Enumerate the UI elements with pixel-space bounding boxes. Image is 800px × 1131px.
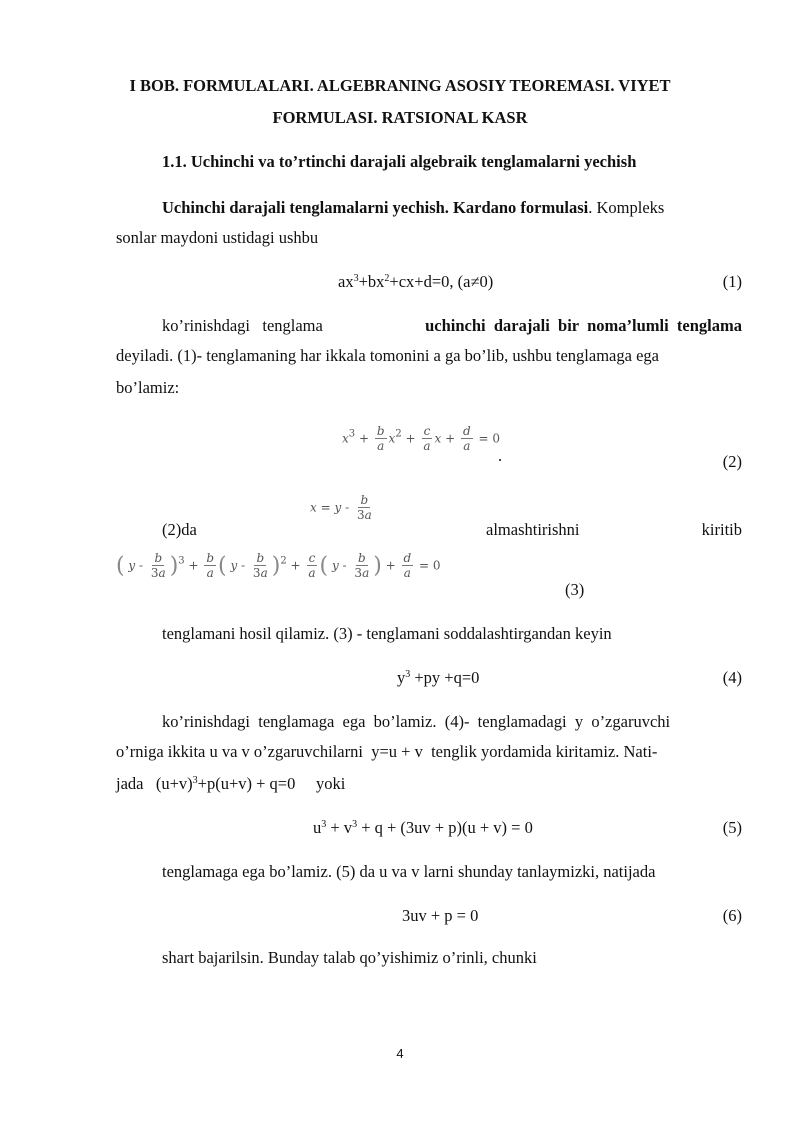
equation-6-number: (6) [722, 906, 742, 925]
paragraph-2-line2: deyiladi. (1)- tenglamaning har ikkala tomonini a ga bo’lib, ushbu tenglamaga ega [116, 346, 659, 365]
paragraph-1-line1 [162, 198, 742, 218]
equation-1: $ax^3+bx^2+cx+d=0$, (a≠0) [338, 272, 494, 291]
p1-rest: . Kompleks [588, 198, 665, 217]
equation-6: 3uv + p = 0 [402, 906, 479, 925]
equation-3-formula: ( y - $\frac{b}{3a}$ )$^3$ + $\frac{b}{a}$ ( y - $\frac{b}{3a}$ )$^2$ + $\frac{c}{a}$ ( y - $\frac{b}{3a}$ ) + $\frac{d}{a}$ = 0 [116, 551, 441, 580]
paragraph-6: shart bajarilsin. Bunday talab qo’yishimiz o’rinli, chunki [162, 948, 537, 967]
paragraph-2-line3: bo’lamiz: [116, 378, 180, 397]
paragraph-3: tenglamani hosil qilamiz. (3) - tenglamani soddalashtirgandan keyin [162, 624, 612, 643]
section-title: 1.1. Uchinchi va to’rtinchi darajali algebraik tenglamalarni yechish [162, 152, 637, 171]
page-number: 4 [396, 1046, 404, 1061]
equation-4: $y^3 +py +q=0$ [397, 668, 480, 687]
equation-2-dot: . [498, 446, 503, 465]
paragraph-1-line2: sonlar maydoni ustidagi ushbu [116, 228, 319, 247]
substitution-mid: almashtirishni [486, 520, 580, 539]
substitution-end: kiritib [701, 520, 742, 539]
p2-bold-term: uchinchi darajali bir noma’lumli tenglama [425, 316, 742, 335]
equation-5: $u^3 + v^3 + q + (3uv + p)(u + v) = 0$ [313, 818, 533, 837]
chapter-title-line1: I BOB. FORMULALARI. ALGEBRANING ASOSIY TEOREMASI. VIYET [129, 76, 671, 95]
chapter-title-line2: FORMULASI. RATSIONAL KASR [272, 108, 528, 127]
substitution-formula: x = y - $\frac{b}{3a}$ [310, 493, 372, 522]
equation-2-number: (2) [722, 452, 742, 471]
equation-5-number: (5) [722, 818, 742, 837]
p2-start: ko’rinishdagi tenglama [162, 316, 332, 335]
equation-4-number: (4) [722, 668, 742, 687]
substitution-prefix: (2)da [162, 520, 197, 539]
paragraph-2-line1 [162, 316, 742, 336]
equation-1-number: (1) [722, 272, 742, 291]
paragraph-4-line3: jada $(u+v)^3+p(u+v) + q=0$ yoki [116, 774, 346, 793]
paragraph-4-line1: ko’rinishdagi tenglamaga ega bo’lamiz. (4)- tenglamadagi y o’zgaruvchi [162, 712, 671, 731]
paragraph-5: tenglamaga ega bo’lamiz. (5) da u va v larni shunday tanlaymizki, natijada [162, 862, 656, 881]
paragraph-4-line2: o’rniga ikkita u va v o’zgaruvchilarni y=u + v tenglik yordamida kiritamiz. Nati- [116, 742, 658, 761]
equation-2-formula: $x^3$ + $\frac{b}{a}$ $x^2$ + $\frac{c}{a}$ x + $\frac{d}{a}$ = 0 [342, 424, 501, 453]
kardano-heading: Uchinchi darajali tenglamalarni yechish. Kardano formulasi [162, 198, 589, 217]
equation-3-number: (3) [565, 580, 585, 599]
